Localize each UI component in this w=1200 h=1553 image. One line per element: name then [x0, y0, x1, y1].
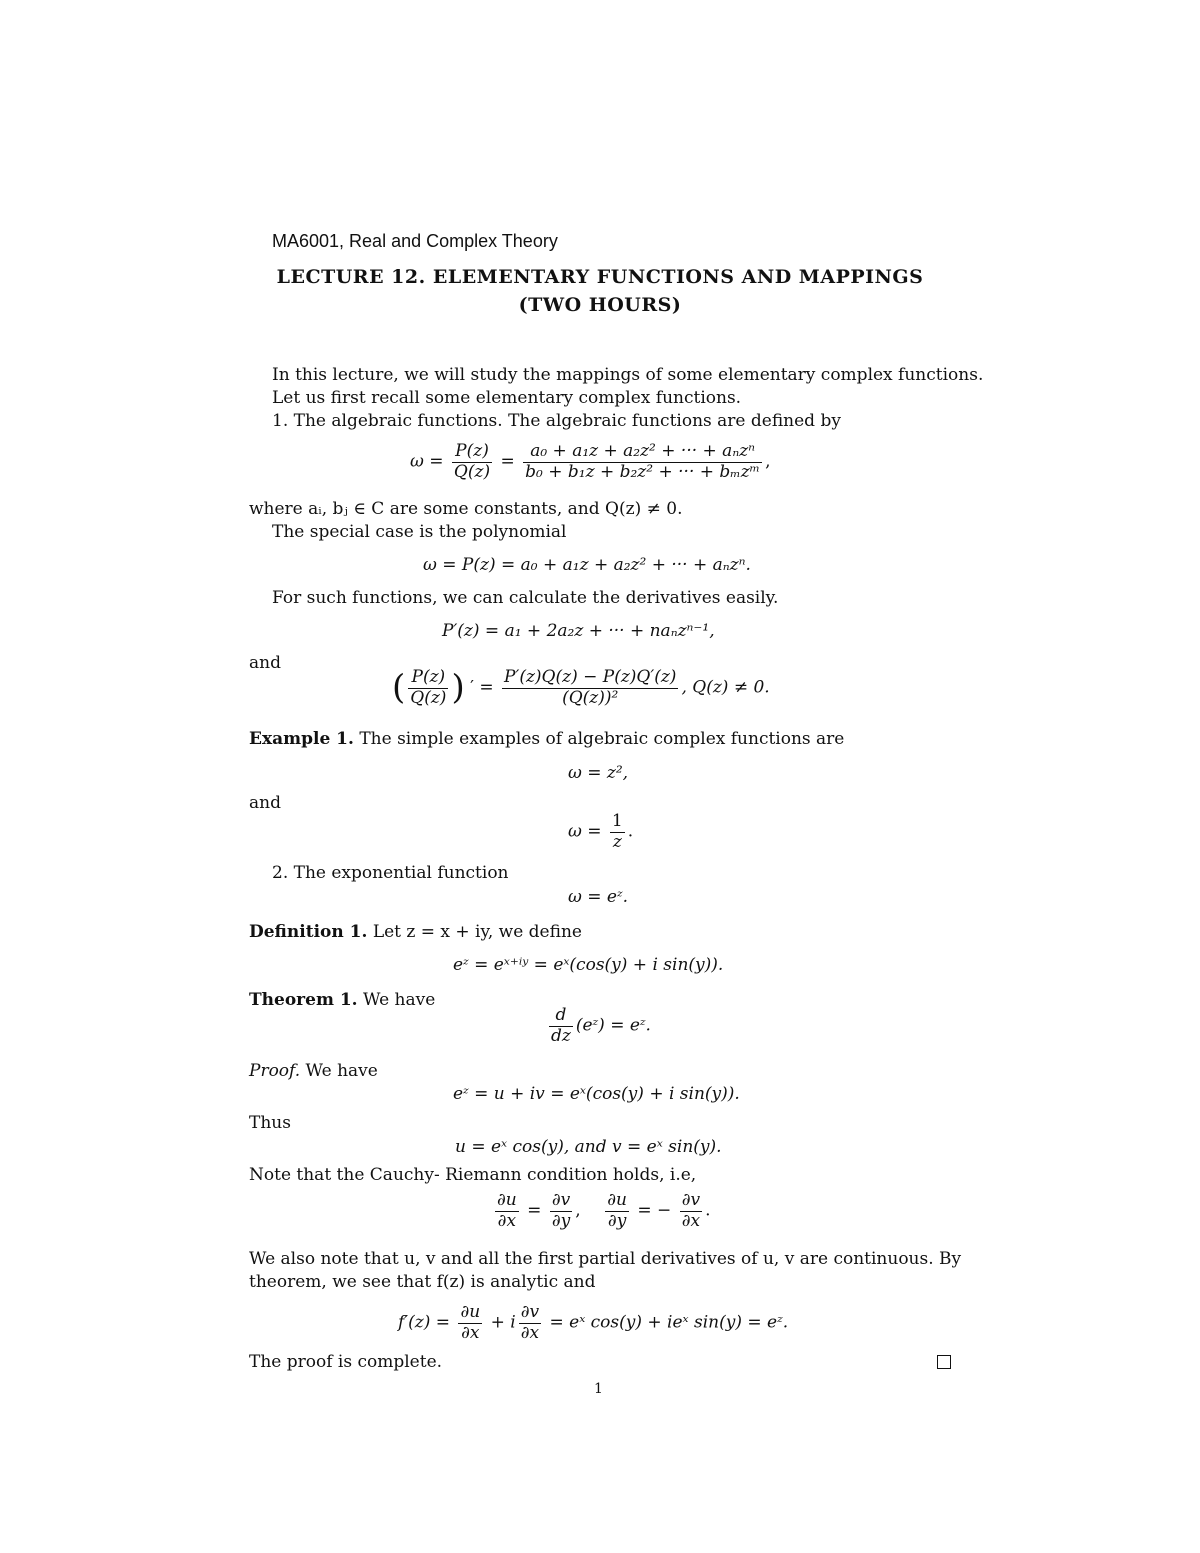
text-also-2: theorem, we see that f(z) is analytic and	[249, 1272, 596, 1292]
definition-label: Definition 1.	[249, 922, 368, 942]
equation-polynomial-derivative: P′(z) = a₁ + 2a₂z + ··· + naₙzⁿ⁻¹,	[442, 621, 715, 641]
eq13-n2: ∂v	[520, 1302, 540, 1322]
eq13-n1: ∂u	[460, 1302, 481, 1322]
definition-text: Let z = x + iy, we define	[372, 922, 582, 942]
eq1-frac1-num: P(z)	[452, 442, 492, 463]
eq1-trail: ,	[765, 451, 771, 472]
equation-quotient-rule	[392, 668, 770, 708]
equation-rational-function	[410, 442, 771, 482]
equation-exp-definition: eᶻ = eˣ⁺ⁱʸ = eˣ(cos(y) + i sin(y)).	[453, 955, 724, 975]
theorem-text: We have	[363, 990, 436, 1010]
equation-reciprocal	[568, 812, 633, 852]
proof-text: We have	[305, 1061, 378, 1081]
eq4-fraction-result	[502, 668, 678, 708]
eq1-fraction-pq	[452, 442, 492, 482]
cr-frac-4	[680, 1191, 702, 1231]
theorem-1	[249, 991, 435, 1011]
text-derivatives: For such functions, we can calculate the derivatives easily.	[272, 588, 779, 608]
cr-frac-3	[605, 1191, 629, 1231]
eq6-num: 1	[611, 811, 623, 831]
equation-cauchy-riemann	[492, 1191, 711, 1231]
eq1-frac1-den: Q(z)	[453, 461, 491, 482]
eq6-lhs: ω =	[568, 821, 602, 842]
text-where: where aᵢ, bⱼ ∈ C are some constants, and Q(z) ≠ 0.	[249, 499, 683, 519]
equation-exp-derivative	[546, 1006, 651, 1046]
proof-label: Proof.	[249, 1061, 301, 1081]
eq9-den: dz	[551, 1025, 571, 1046]
eq1-lhs: ω =	[410, 451, 444, 472]
example-label: Example 1.	[249, 729, 354, 749]
left-paren: (	[392, 667, 406, 708]
text-and-1: and	[249, 653, 281, 673]
eq4-rden: (Q(z))²	[562, 687, 619, 708]
course-name: MA6001, Real and Complex Theory	[272, 231, 558, 251]
equation-polynomial: ω = P(z) = a₀ + a₁z + a₂z² + ··· + aₙzⁿ.	[423, 555, 751, 575]
cr-equals-2: = −	[637, 1200, 672, 1221]
eq13-mid: + i	[490, 1312, 516, 1333]
lecture-title: LECTURE 12. ELEMENTARY FUNCTIONS AND MAPPINGS	[276, 266, 924, 288]
cr-n4: ∂v	[681, 1190, 701, 1210]
eq1-fraction-poly	[523, 442, 762, 482]
equation-f-prime	[398, 1303, 788, 1343]
eq9-fraction	[549, 1006, 573, 1046]
equation-u-v: u = eˣ cos(y), and v = eˣ sin(y).	[455, 1137, 722, 1157]
example-1	[249, 730, 844, 750]
page-number: 1	[594, 1381, 603, 1397]
intro-line-2: Let us first recall some elementary complex functions.	[272, 388, 742, 408]
theorem-label: Theorem 1.	[249, 990, 358, 1010]
cr-d2: ∂y	[551, 1210, 571, 1231]
eq13-d1: ∂x	[461, 1322, 480, 1343]
text-and-2: and	[249, 793, 281, 813]
eq1-equals: =	[500, 451, 515, 472]
text-thus: Thus	[249, 1113, 291, 1133]
qed-square-icon	[937, 1355, 951, 1375]
text-cauchy-riemann: Note that the Cauchy- Riemann condition holds, i.e,	[249, 1165, 697, 1185]
equation-u-iv: eᶻ = u + iv = eˣ(cos(y) + i sin(y)).	[453, 1084, 740, 1104]
text-special-case: The special case is the polynomial	[272, 522, 567, 542]
cr-n1: ∂u	[497, 1190, 517, 1210]
cr-n2: ∂v	[551, 1190, 571, 1210]
text-proof-complete: The proof is complete.	[249, 1352, 443, 1372]
definition-1	[249, 923, 582, 943]
example-text: The simple examples of algebraic complex functions are	[359, 729, 845, 749]
eq13-rest: = eˣ cos(y) + ieˣ sin(y) = eᶻ.	[549, 1312, 789, 1333]
lecture-subtitle: (TWO HOURS)	[518, 294, 682, 316]
eq6-den: z	[612, 831, 622, 852]
eq4-rnum: P′(z)Q(z) − P(z)Q′(z)	[504, 667, 677, 687]
eq1-frac2-num: a₀ + a₁z + a₂z² + ··· + aₙzⁿ	[523, 442, 762, 463]
proof	[249, 1062, 378, 1082]
eq13-frac-2	[519, 1303, 541, 1343]
cr-d1: ∂x	[497, 1210, 517, 1231]
cr-n3: ∂u	[607, 1190, 627, 1210]
eq6-fraction	[610, 812, 625, 852]
eq13-d2: ∂x	[520, 1322, 540, 1343]
cr-sep: ,	[575, 1200, 581, 1221]
eq9-num: d	[549, 1006, 573, 1027]
eq13-frac-1	[458, 1303, 482, 1343]
eq4-fraction-pq	[408, 668, 448, 708]
eq4-prime-equals: ′ =	[470, 677, 494, 698]
cr-trail: .	[705, 1200, 711, 1221]
eq4-num: P(z)	[408, 668, 448, 689]
text-also-1: We also note that u, v and all the first partial derivatives of u, v are continuous. By	[249, 1249, 962, 1269]
equation-z-squared: ω = z²,	[568, 763, 629, 783]
cr-frac-2	[550, 1191, 572, 1231]
right-paren: )	[451, 667, 465, 708]
eq1-frac2-den: b₀ + b₁z + b₂z² + ··· + bₘzᵐ	[525, 461, 761, 482]
cr-frac-1	[495, 1191, 519, 1231]
eq9-rest: (eᶻ) = eᶻ.	[575, 1015, 651, 1036]
cr-equals-1: =	[527, 1200, 542, 1221]
eq6-trail: .	[627, 821, 634, 842]
eq4-den: Q(z)	[410, 687, 447, 708]
equation-exponential: ω = eᶻ.	[568, 887, 629, 907]
cr-d4: ∂x	[681, 1210, 701, 1231]
exponential-heading: 2. The exponential function	[272, 863, 509, 883]
cr-d3: ∂y	[607, 1210, 627, 1231]
eq4-condition: , Q(z) ≠ 0.	[681, 677, 770, 698]
intro-line-1: In this lecture, we will study the mappings of some elementary complex functions.	[272, 365, 984, 385]
intro-line-3: 1. The algebraic functions. The algebraic functions are defined by	[272, 411, 841, 431]
eq13-lhs: f′(z) =	[398, 1312, 451, 1333]
